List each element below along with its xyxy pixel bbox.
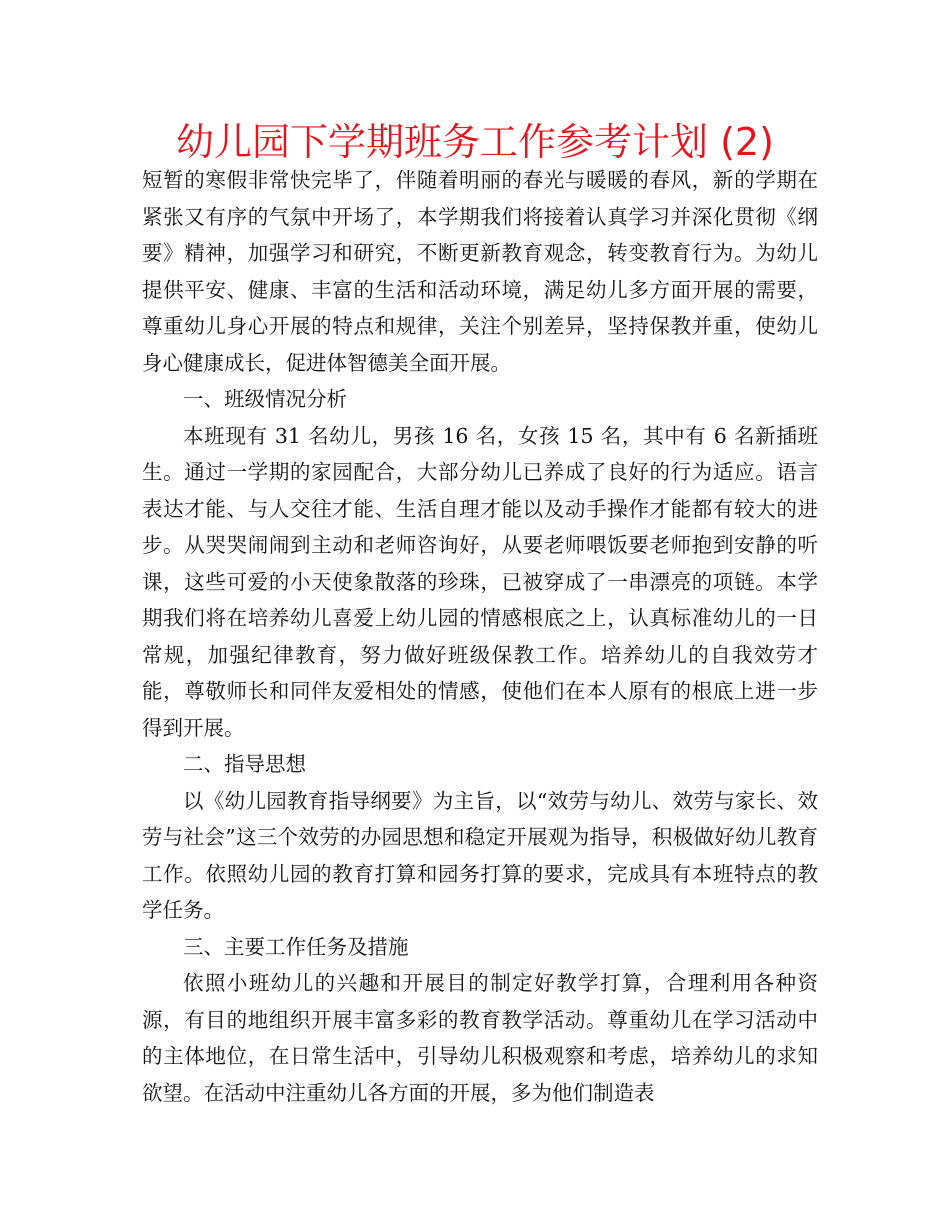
section-heading-main-tasks: 三、主要工作任务及措施 xyxy=(183,934,409,959)
paragraph-intro: 短暂的寒假非常快完毕了，伴随着明丽的春光与暖暖的春风，新的学期在紧张又有序的气氛中开场了，本学期我们将接着认真学习并深化贯彻《纲要》精神，加强学习和研究，不断更新教育观念，转变教育行为。为幼儿提供平安、健康、丰富的生活和活动环境，满足幼儿多方面开展的需要，尊重幼儿身心开展的特点和规律，关注个别差异，坚持保教并重，使幼儿身心健康成长，促进体智德美全面开展。 xyxy=(142,168,818,375)
paragraph-class-analysis: 本班现有 31 名幼儿，男孩 16 名，女孩 15 名，其中有 6 名新插班生。通过一学期的家园配合，大部分幼儿已养成了良好的行为适应。语言表达才能、与人交往才能、生活自理才能以及动手操作才能都有较大的进步。从哭哭闹闹到主动和老师咨询好，从要老师喂饭要老师抱到安静的听课，这些可爱的小天使象散落的珍珠，已被穿成了一串漂亮的项链。本学期我们将在培养幼儿喜爱上幼儿园的情感根底之上，认真标准幼儿的一日常规，加强纪律教育，努力做好班级保教工作。培养幼儿的自我效劳才能，尊敬师长和同伴友爱相处的情感，使他们在本人原有的根底上进一步得到开展。 xyxy=(142,423,818,740)
document-body xyxy=(142,162,818,1111)
document-title: 幼儿园下学期班务工作参考计划 (2) xyxy=(176,120,774,164)
paragraph-guiding-ideology: 以《幼儿园教育指导纲要》为主旨，以“效劳与幼儿、效劳与家长、效劳与社会”这三个效劳的办园思想和稳定开展观为指导，积极做好幼儿教育工作。依照幼儿园的教育打算和园务打算的要求，完成具有本班特点的教学任务。 xyxy=(142,788,818,922)
section-heading-guiding-ideology: 二、指导思想 xyxy=(183,752,306,776)
paragraph-main-tasks: 依照小班幼儿的兴趣和开展目的制定好教学打算，合理利用各种资源，有目的地组织开展丰富多彩的教育教学活动。尊重幼儿在学习活动中的主体地位，在日常生活中，引导幼儿积极观察和考虑，培养幼儿的求知欲望。在活动中注重幼儿各方面的开展，多为他们制造表 xyxy=(142,971,818,1105)
section-heading-class-analysis: 一、班级情况分析 xyxy=(183,387,347,411)
